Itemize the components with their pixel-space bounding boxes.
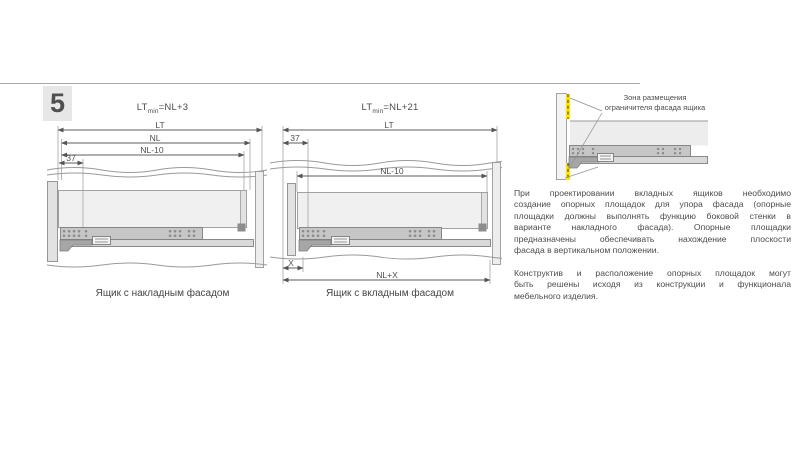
inset-caption: Ящик с вкладным фасадом xyxy=(326,288,454,299)
zone-label xyxy=(600,93,710,113)
dim-label-37: 37 xyxy=(290,132,300,143)
overlay-caption: Ящик с накладным фасадом xyxy=(95,288,230,299)
zone-label-line1: Зона размещения xyxy=(623,93,687,102)
section-number-badge: 5 xyxy=(43,86,72,121)
dim-label-lt: LT xyxy=(384,120,394,130)
dim-label-x: X xyxy=(288,257,294,268)
dim-label-nl10: NL-10 xyxy=(140,145,164,155)
zone-label-line2: ограничителя фасада ящика xyxy=(604,103,706,112)
inset-formula: $LT_{min}=NL+21$ xyxy=(361,102,419,115)
overlay-drawer-diagram xyxy=(45,100,280,310)
overlay-formula: $LT_{min}=NL+3$ xyxy=(136,102,189,115)
dim-label-lt: LT xyxy=(155,120,165,130)
overlay-drawer-drawing xyxy=(45,100,273,310)
notes-paragraph-1: При проектировании вкладных ящиков необходимо создание опорных площадок для упора фасада (опорные площадки должны выполнять функцию боковой стенки в варианте накладного фасада). Опорные площадки предназначены обеспечивать нахождение плоскости фасада в вертикальном положении. xyxy=(514,188,791,256)
dim-label-37: 37 xyxy=(66,152,76,163)
inset-drawer-diagram xyxy=(270,100,510,310)
header-rule xyxy=(0,83,640,84)
dim-label-nl: NL xyxy=(149,133,161,143)
facade-zone-diagram xyxy=(550,90,715,185)
notes-paragraph-2: Конструктив и расположение опорных площадок могут быть решены исходя из конструкции и функционала мебельного изделия. xyxy=(514,268,791,301)
dim-label-nlx: NL+X xyxy=(376,269,398,280)
dim-label-nl10: NL-10 xyxy=(380,165,404,176)
